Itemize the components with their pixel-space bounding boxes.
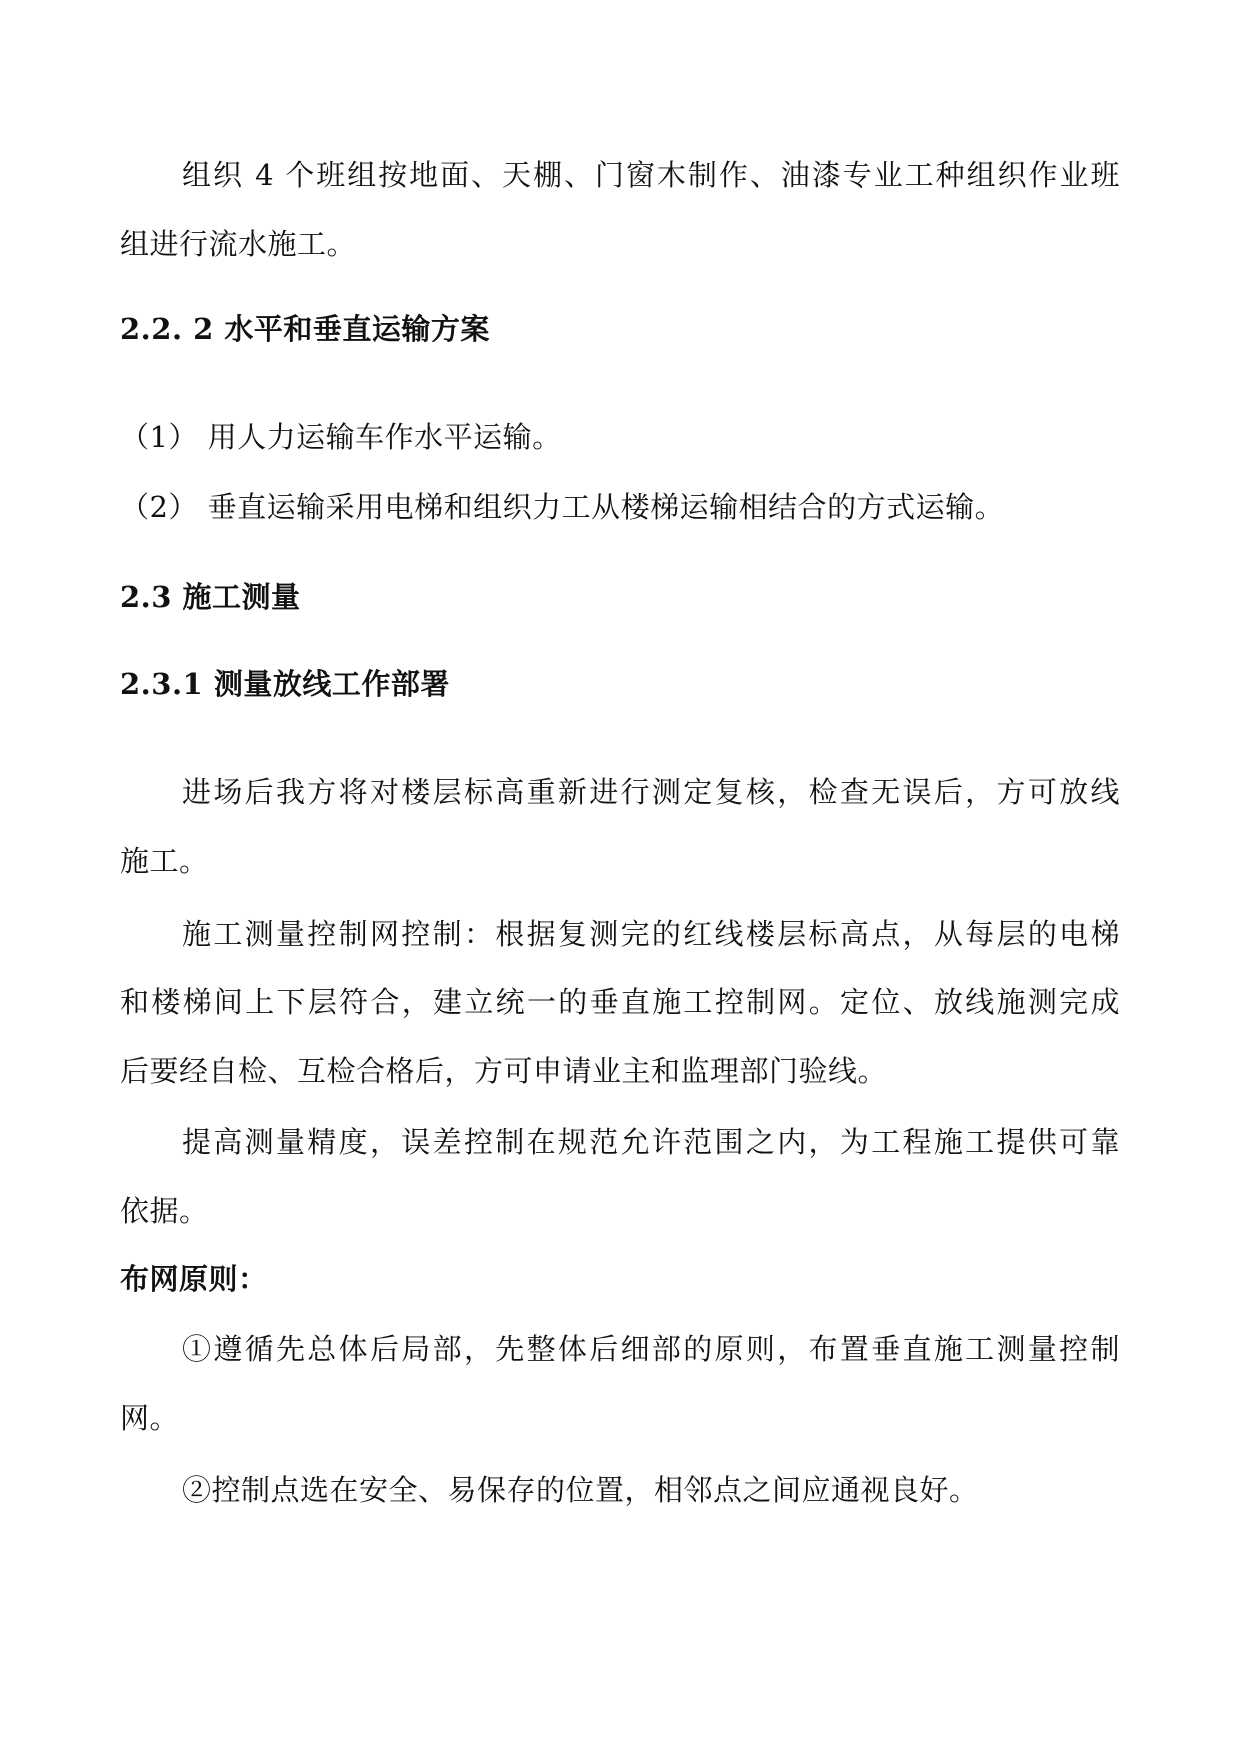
paragraph-1-line-1: 组织 4 个班组按地面、天棚、门窗木制作、油漆专业工种组织作业班 (182, 158, 1120, 192)
paragraph-3-line-2: 和楼梯间上下层符合，建立统一的垂直施工控制网。定位、放线施测完成 (120, 985, 1120, 1019)
paragraph-3-line-3: 后要经自检、互检合格后，方可申请业主和监理部门验线。 (120, 1054, 888, 1088)
paragraph-4-line-1: 提高测量精度，误差控制在规范允许范围之内，为工程施工提供可靠 (182, 1125, 1120, 1159)
paragraph-4-line-2: 依据。 (120, 1194, 209, 1228)
list-item-2: （2） 垂直运输采用电梯和组织力工从楼梯运输相结合的方式运输。 (120, 490, 1005, 524)
list-item-1: （1） 用人力运输车作水平运输。 (120, 420, 562, 454)
paragraph-6: ②控制点选在安全、易保存的位置，相邻点之间应通视良好。 (182, 1473, 979, 1507)
heading-principles: 布网原则： (120, 1262, 268, 1296)
paragraph-2-line-2: 施工。 (120, 844, 209, 878)
heading-2-2-2: 2.2. 2 水平和垂直运输方案 (120, 312, 490, 346)
paragraph-5-line-1: ①遵循先总体后局部，先整体后细部的原则，布置垂直施工测量控制 (182, 1332, 1120, 1366)
paragraph-1-line-2: 组进行流水施工。 (120, 227, 357, 261)
paragraph-3-line-1: 施工测量控制网控制：根据复测完的红线楼层标高点，从每层的电梯 (182, 917, 1120, 951)
heading-2-3-1: 2.3.1 测量放线工作部署 (120, 667, 450, 701)
paragraph-2-line-1: 进场后我方将对楼层标高重新进行测定复核，检查无误后，方可放线 (182, 775, 1120, 809)
heading-2-3: 2.3 施工测量 (120, 580, 301, 614)
paragraph-5-line-2: 网。 (120, 1401, 180, 1435)
